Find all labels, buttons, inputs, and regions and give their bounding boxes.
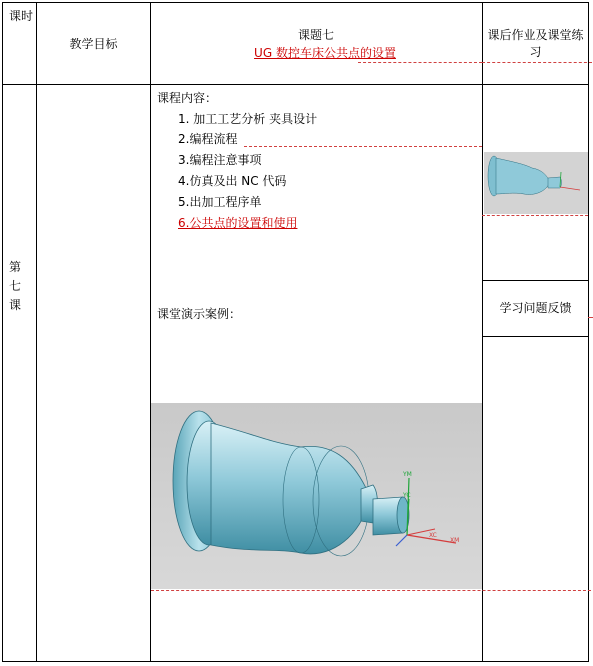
- content-item-6: 6.公共点的设置和使用: [178, 216, 298, 230]
- table-border-top: [2, 2, 589, 3]
- feedback-dashed-marker: [588, 317, 593, 318]
- subtitle-dashed-marker: [358, 62, 482, 63]
- table-border-right: [588, 2, 589, 662]
- item2-dashed-marker: [244, 146, 482, 147]
- homework-thumbnail: [484, 152, 588, 214]
- demo-label: 课堂演示案例：: [157, 307, 242, 321]
- content-item-4: 4.仿真及出 NC 代码: [178, 174, 287, 188]
- table-border-bottom: [2, 661, 589, 662]
- viewport-dashed-marker: [151, 590, 591, 591]
- homework-row-line-1: [482, 280, 589, 281]
- lesson-label: 第七课: [9, 260, 22, 312]
- header-lesson-period: 课时: [9, 9, 34, 23]
- axis-yc-label: YC: [403, 492, 411, 499]
- header-right-dashed-marker: [482, 62, 592, 63]
- homework-row-line-2: [482, 336, 589, 337]
- thumbnail-dashed-marker: [482, 215, 588, 216]
- table-border-left: [2, 2, 3, 662]
- table-divider-3: [482, 2, 483, 662]
- header-topic-subtitle: UG 数控车床公共点的设置: [254, 46, 396, 60]
- header-row-bottom: [2, 84, 589, 85]
- content-heading: 课程内容：: [157, 91, 218, 105]
- axis-xc-label: XC: [429, 532, 437, 539]
- feedback-label: 学习问题反馈: [499, 301, 572, 315]
- content-item-2: 2.编程流程: [178, 132, 238, 146]
- content-item-5: 5.出加工程序单: [178, 195, 262, 209]
- axis-ym-label: YM: [403, 471, 412, 478]
- turned-part-model: [151, 403, 482, 589]
- table-divider-1: [36, 2, 37, 662]
- header-homework: 课后作业及课堂练习: [487, 28, 584, 59]
- header-topic-title: 课题七: [297, 28, 334, 42]
- cad-model-viewport: [151, 403, 482, 589]
- axis-xm-label: XM: [450, 537, 460, 544]
- content-item-3: 3.编程注意事项: [178, 153, 262, 167]
- header-teaching-goal: 教学目标: [69, 37, 118, 51]
- thumbnail-model: [484, 152, 588, 214]
- content-item-1: 1. 加工工艺分析 夹具设计: [178, 112, 318, 126]
